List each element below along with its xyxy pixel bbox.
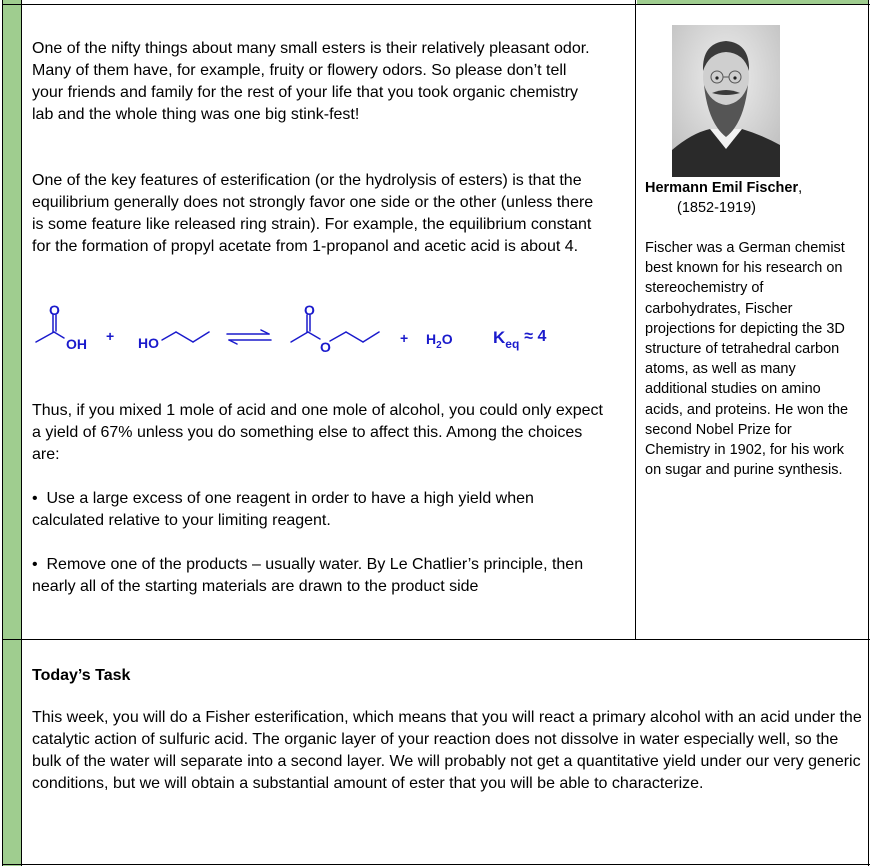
- water-label: $H_2O$: [426, 331, 453, 351]
- table-border-accent: [21, 0, 22, 866]
- table-border-column: [635, 0, 636, 640]
- acid-hydroxyl-label: OH: [66, 336, 87, 352]
- fischer-name-line: [645, 178, 860, 198]
- table-border-mid: [2, 639, 870, 640]
- bullet-dot: •: [32, 556, 47, 573]
- fischer-dates: (1852-1919): [677, 200, 756, 216]
- acid-carbonyl-oxygen: O: [49, 302, 60, 318]
- table-border-top: [2, 4, 870, 5]
- fischer-biography: Fischer was a German chemist best known for his research on stereochemistry of carbohydrates, Fischer projections for depicting the 3D structure of tetrahedral carbon atoms, as well as many additional studies on amino acids, and proteins. He won the second Nobel Prize for Chemistry in 1902, for his work on sugar and purine synthesis.: [645, 240, 849, 479]
- bullet-text: Remove one of the products – usually water. By Le Chatlier’s principle, then nearly all of the starting materials are drawn to the product side: [32, 556, 584, 595]
- ester-oxygen: O: [320, 339, 331, 355]
- table-border-left: [2, 0, 3, 866]
- table-border-right: [868, 0, 869, 866]
- bullet-excess-reagent: [32, 488, 592, 532]
- bullet-dot: •: [32, 490, 47, 507]
- table-border-bottom: [2, 864, 870, 865]
- fischer-name-comma: ,: [798, 180, 803, 196]
- task-heading: Today’s Task: [32, 667, 131, 684]
- keq-label: $K_{eq} \approx 4$: [493, 328, 547, 351]
- plus-sign-left: +: [106, 328, 115, 344]
- intro-paragraph-odor: One of the nifty things about many small esters is their relatively pleasant odor. Many of them have, for example, fruity or flowery odors. So please don’t tell your friends and family for the rest of your life that you took organic chemistry lab and the whole thing was one big stink-fest!: [32, 40, 590, 123]
- intro-paragraph-equilibrium: One of the key features of esterification (or the hydrolysis of esters) is that the equilibrium generally does not strongly favor one side or the other (unless there is some feature like released ring strain). For example, the equilibrium constant for the formation of propyl acetate from 1-propanol and acetic acid is about 4.: [32, 172, 594, 255]
- left-accent-bar: [3, 0, 21, 866]
- ester-carbonyl-oxygen: O: [304, 302, 315, 318]
- task-body: This week, you will do a Fisher esterification, which means that you will react a primary alcohol with an acid under the catalytic action of sulfuric acid. The organic layer of your reaction does not dissolve in water especially well, so the bulk of the water will separate into a second layer. We will probably not get a quantitative yield under our very generic conditions, but we will obtain a substantial amount of ester that you will be able to characterize.: [32, 709, 862, 792]
- plus-sign-right: +: [400, 330, 409, 346]
- esterification-reaction-scheme: [28, 298, 588, 360]
- bullet-text: Use a large excess of one reagent in order to have a high yield when calculated relative to your limiting reagent.: [32, 490, 534, 529]
- bullet-remove-product: [32, 554, 592, 598]
- fischer-portrait: [672, 25, 780, 177]
- fischer-name: Hermann Emil Fischer: [645, 180, 799, 196]
- alcohol-hydroxyl-label: HO: [138, 335, 159, 351]
- intro-paragraph-yield: Thus, if you mixed 1 mole of acid and one mole of alcohol, you could only expect a yield of 67% unless you do something else to affect this. Among the choices are:: [32, 402, 603, 463]
